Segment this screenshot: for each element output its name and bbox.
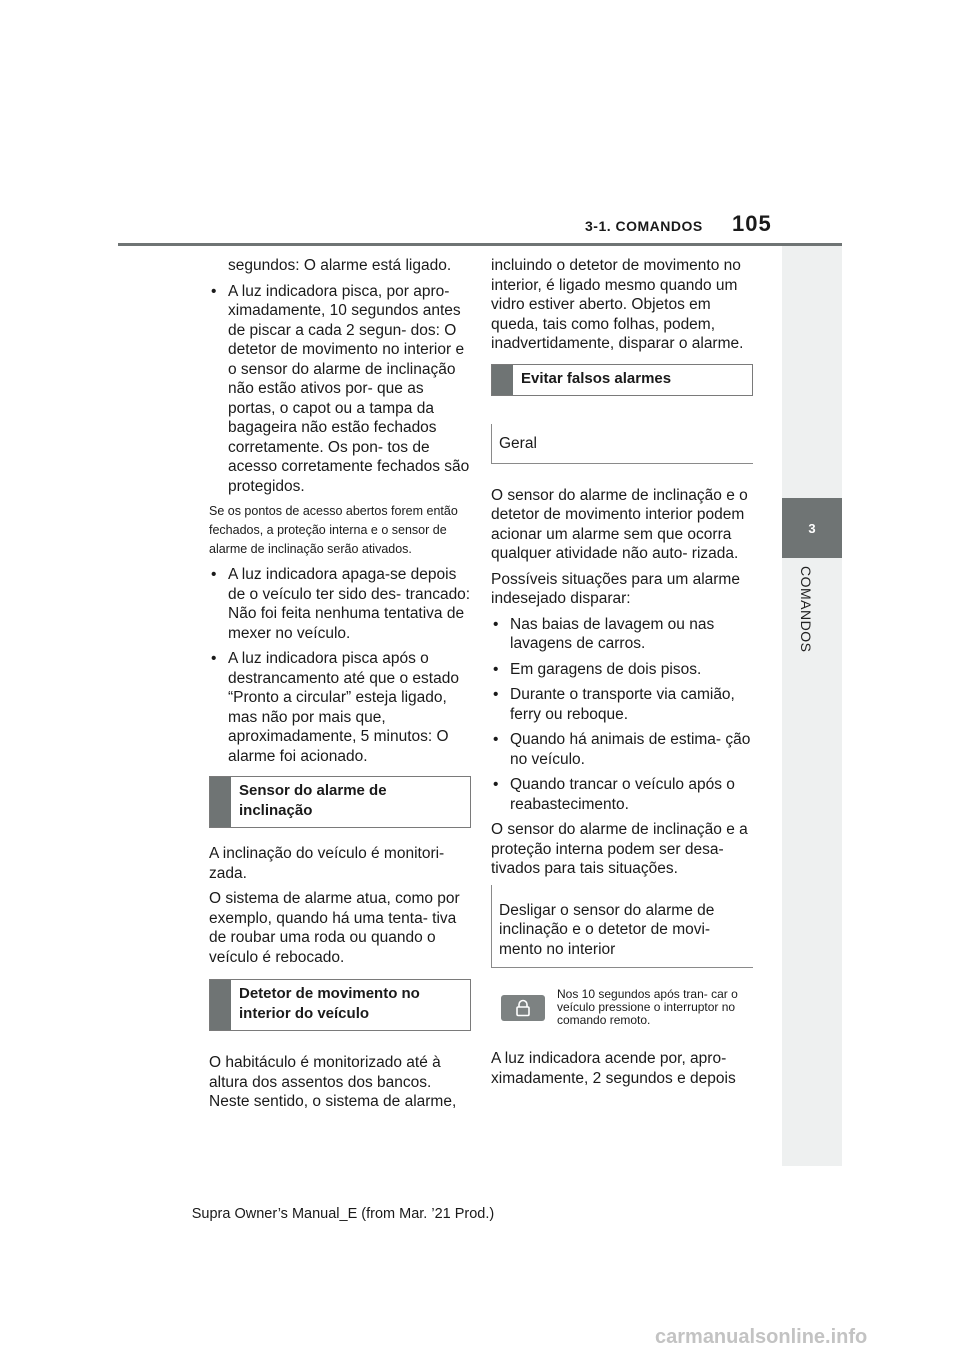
note-text: Se os pontos de acesso abertos forem então fechados, a proteção interna e o sensor de alarme de inclinação serão ativados. [209, 504, 458, 556]
paragraph: O sensor do alarme de inclinação e a proteção interna podem ser desa- tivados para tais situações. [491, 821, 748, 877]
subheading-disable-sensors: Desligar o sensor do alarme de inclinação e o detetor de movi- mento no interior [491, 885, 753, 969]
bullet-item: • A luz indicadora pisca após o destrancamento até que o estado “Pronto a circular” esteja ligado, mas não por mais que, aproximadamente, 5 minutos: O alarme foi acionado. [209, 649, 471, 766]
heading-text: Detetor de movimento no interior do veículo [239, 985, 420, 1022]
bullet-item: • Nas baias de lavagem ou nas lavagens de carros. [491, 615, 753, 654]
right-column [491, 256, 753, 1094]
bullet-item: • A luz indicadora pisca, por apro- ximadamente, 10 segundos antes de piscar a cada 2 segun- dos: O detetor de movimento no interior e o sensor do alarme de inclinação não estão ativos por- que as portas, o capot ou a tampa da bagageira não estão fechados corretamente. Os pon- tos de acesso corretamente fechados são protegidos. [209, 282, 471, 497]
paragraph: O sensor do alarme de inclinação e o detetor de movimento interior podem acionar um alarme sem que ocorra qualquer atividade não auto- rizada. [491, 486, 748, 562]
lock-note: Nos 10 segundos após tran- car o veículo pressione o interruptor no comando remoto. [557, 987, 738, 1027]
paragraph: A luz indicadora acende por, apro- ximadamente, 2 segundos e depois [491, 1050, 736, 1087]
section-heading-motion-detector [209, 979, 471, 1031]
section-heading-tilt-sensor [209, 776, 471, 828]
section-title: 3-1. COMANDOS [585, 218, 703, 234]
heading-marker [210, 980, 231, 1030]
bullet-item: • Em garagens de dois pisos. [491, 660, 753, 680]
paragraph: Possíveis situações para um alarme indesejado disparar: [491, 570, 740, 607]
padlock-icon [514, 999, 532, 1017]
heading-marker [210, 777, 231, 827]
heading-text: Sensor do alarme de inclinação [239, 782, 387, 819]
watermark: carmanualsonline.info [655, 1326, 868, 1348]
paragraph: incluindo o detetor de movimento no interior, é ligado mesmo quando um vidro estiver aberto. Objetos em queda, tais como folhas, podem, inadvertidamente, disparar o alarme. [491, 257, 744, 352]
section-heading-false-alarms [491, 364, 753, 397]
header-rule [118, 243, 842, 246]
chapter-tab[interactable]: 3 [782, 498, 842, 558]
bullet-item: • Quando há animais de estima- ção no veículo. [491, 730, 753, 769]
paragraph: O habitáculo é monitorizado até à altura dos assentos dos bancos. Neste sentido, o sistema de alarme, [209, 1054, 457, 1110]
footer-text: Supra Owner’s Manual_E (from Mar. ’21 Prod.) [191, 1206, 495, 1222]
heading-text: Evitar falsos alarmes [521, 369, 672, 387]
side-strip [782, 246, 842, 1166]
continued-text: segundos: O alarme está ligado. [228, 257, 452, 274]
left-column [209, 256, 471, 1118]
subheading-general: Geral [491, 424, 753, 464]
heading-marker [492, 365, 513, 396]
bullet-item: • A luz indicadora apaga-se depois de o veículo ter sido des- trancado: Não foi feita nenhuma tentativa de mexer no veículo. [209, 565, 471, 643]
page-number: 105 [732, 211, 772, 236]
chapter-label: COMANDOS [798, 566, 814, 653]
lock-button-icon [501, 995, 545, 1021]
paragraph: A inclinação do veículo é monitori- zada. [209, 845, 445, 882]
paragraph: O sistema de alarme atua, como por exemplo, quando há uma tenta- tiva de roubar uma roda ou quando o veículo é rebocado. [209, 890, 460, 966]
lock-instruction [491, 988, 753, 1027]
bullet-item: • Quando trancar o veículo após o reabastecimento. [491, 775, 753, 814]
bullet-item: • Durante o transporte via camião, ferry ou reboque. [491, 685, 753, 724]
